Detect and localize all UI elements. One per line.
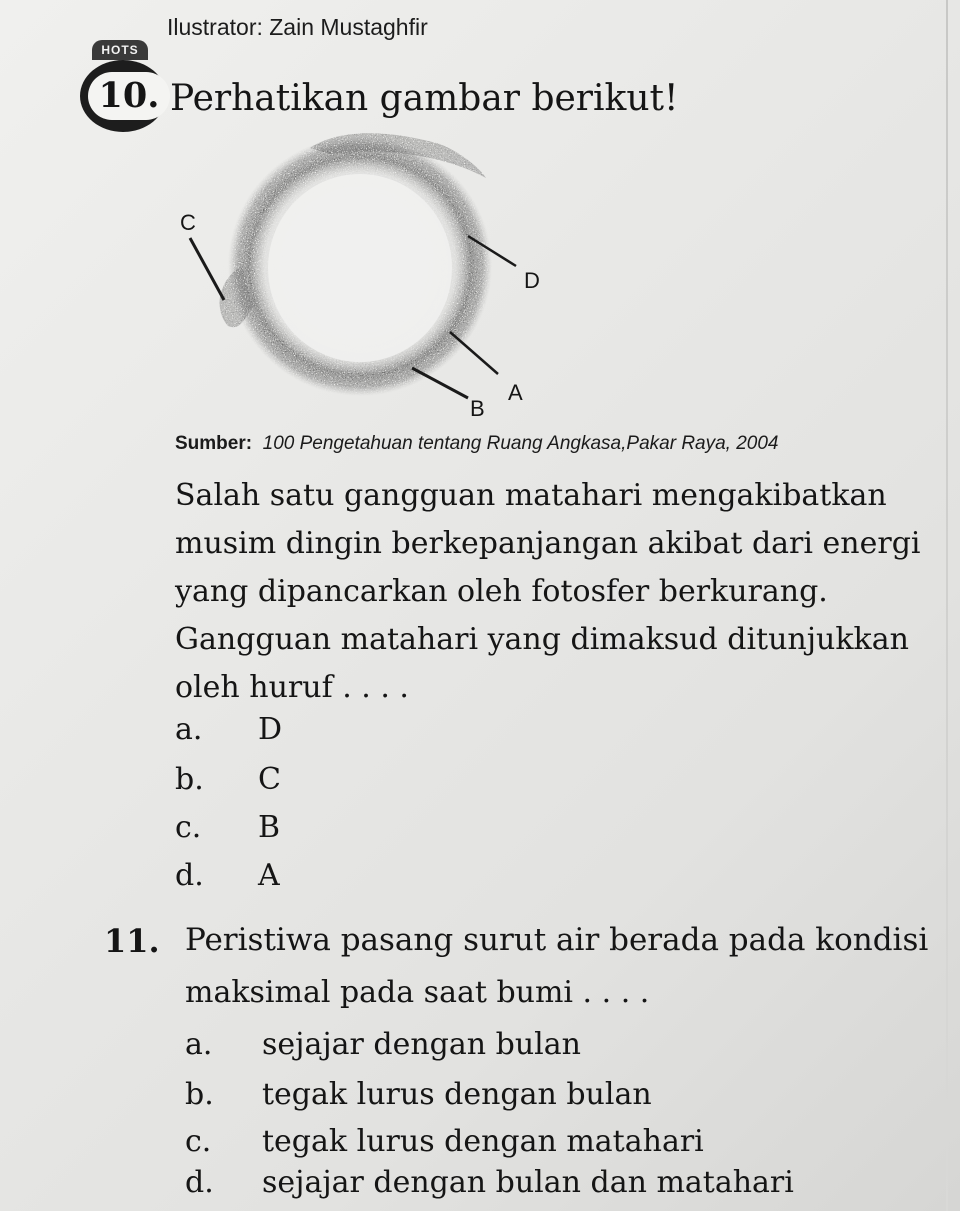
option-text: tegak lurus dengan matahari xyxy=(262,1124,704,1159)
option-text: A xyxy=(258,858,280,893)
question-10-stem-line: musim dingin berkepanjangan akibat dari energi xyxy=(175,526,921,561)
option-letter: c. xyxy=(185,1124,212,1159)
figure-label-c: C xyxy=(180,210,196,235)
option-text: B xyxy=(258,810,281,845)
figure-label-b: B xyxy=(470,396,485,421)
illustrator-credit: Ilustrator: Zain Mustaghfir xyxy=(167,14,428,40)
option-letter: d. xyxy=(175,858,204,893)
option-text: sejajar dengan bulan dan matahari xyxy=(262,1165,794,1200)
figure-label-d: D xyxy=(524,268,540,293)
pointer-line-b xyxy=(412,368,468,398)
question-10-heading: Perhatikan gambar berikut! xyxy=(170,78,679,119)
photosphere xyxy=(268,174,452,362)
sun-figure xyxy=(150,118,580,428)
option-letter: b. xyxy=(185,1077,214,1112)
figure-source-caption xyxy=(175,433,779,455)
question-10-stem-line: yang dipancarkan oleh fotosfer berkurang. xyxy=(175,574,828,609)
option-letter: b. xyxy=(175,762,204,797)
source-text: 100 Pengetahuan tentang Ruang Angkasa,Pakar Raya, 2004 xyxy=(262,433,779,454)
option-letter: d. xyxy=(185,1165,214,1200)
option-text: tegak lurus dengan bulan xyxy=(262,1077,652,1112)
question-11-stem-line: maksimal pada saat bumi . . . . xyxy=(185,975,650,1010)
question-10-stem-line: Gangguan matahari yang dimaksud ditunjukkan xyxy=(175,622,909,657)
option-letter: a. xyxy=(175,712,203,747)
option-text: D xyxy=(258,712,283,747)
option-text: sejajar dengan bulan xyxy=(262,1027,581,1062)
page-fold-shadow xyxy=(946,0,948,1211)
question-11-stem-line: Peristiwa pasang surut air berada pada kondisi xyxy=(185,922,929,958)
pointer-line-c xyxy=(190,238,224,300)
option-letter: c. xyxy=(175,810,202,845)
source-label: Sumber: xyxy=(175,433,253,454)
question-11-number: 11. xyxy=(104,922,160,960)
figure-label-a: A xyxy=(508,380,523,405)
option-text: C xyxy=(258,762,281,797)
question-10-number: 10. xyxy=(88,72,170,120)
hots-badge: HOTS xyxy=(92,40,148,60)
question-10-stem-line: Salah satu gangguan matahari mengakibatkan xyxy=(175,478,887,513)
option-letter: a. xyxy=(185,1027,213,1062)
question-10-stem-line: oleh huruf . . . . xyxy=(175,670,409,705)
